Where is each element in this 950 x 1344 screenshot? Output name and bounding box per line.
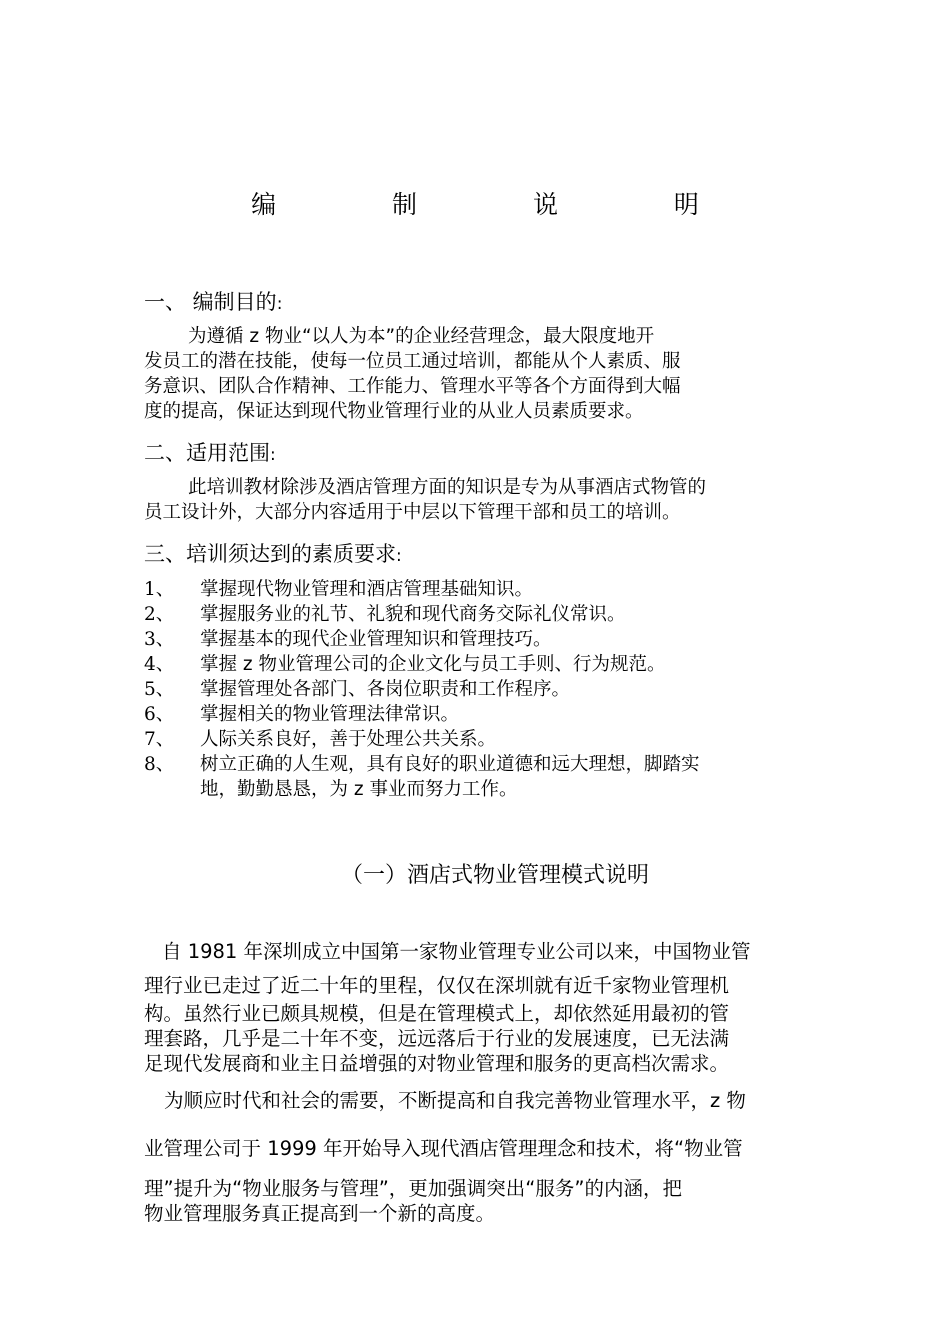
list-item-number: 5、 — [144, 679, 175, 700]
list-item-text: 掌握 z 物业管理公司的企业文化与员工手则、行为规范。 — [200, 654, 666, 675]
paragraph-2-line-3: 理”提升为“物业服务与管理”，更加强调突出“服务”的内涵，把 — [144, 1177, 683, 1200]
purpose-line-4: 度的提高，保证达到现代物业管理行业的从业人员素质要求。 — [144, 401, 644, 422]
list-item-number: 3、 — [144, 629, 175, 650]
list-item-number: 7、 — [144, 729, 175, 750]
section-heading-text: 一、 编制目的 — [144, 290, 277, 314]
list-item-number: 6、 — [144, 704, 175, 725]
paragraph-2-line-2: 业管理公司于 1999 年开始导入现代酒店管理理念和技术，将“物业管 — [144, 1137, 743, 1160]
paragraph-1-line-5: 足现代发展商和业主日益增强的对物业管理和服务的更高档次需求。 — [144, 1052, 730, 1075]
purpose-line-1: 为遵循 z 物业“以人为本”的企业经营理念，最大限度地开 — [188, 326, 655, 347]
paragraph-2-line-1: 为顺应时代和社会的需要，不断提高和自我完善物业管理水平，z 物 — [164, 1089, 746, 1112]
section-subtitle: （一）酒店式物业管理模式说明 — [340, 863, 649, 888]
scope-line-1: 此培训教材除涉及酒店管理方面的知识是专为从事酒店式物管的 — [188, 477, 707, 498]
section-heading-scope — [144, 437, 276, 467]
heading-colon: : — [396, 546, 402, 566]
list-item-number: 4、 — [144, 654, 175, 675]
list-item-text: 掌握管理处各部门、各岗位职责和工作程序。 — [200, 679, 571, 700]
section-heading-purpose — [144, 286, 282, 316]
paragraph-1-line-4: 理套路，几乎是二十年不变，远远落后于行业的发展速度，已无法满 — [144, 1027, 730, 1050]
section-heading-text: 二、适用范围 — [144, 441, 270, 465]
page-title: 编 制 说 明 — [251, 190, 753, 219]
purpose-line-2: 发员工的潜在技能，使每一位员工通过培训，都能从个人素质、服 — [144, 351, 681, 372]
list-item-number: 8、 — [144, 754, 175, 775]
paragraph-1-line-1: 自 1981 年深圳成立中国第一家物业管理专业公司以来，中国物业管 — [162, 940, 751, 963]
heading-colon: : — [276, 294, 283, 314]
purpose-line-3: 务意识、团队合作精神、工作能力、管理水平等各个方面得到大幅 — [144, 376, 681, 397]
paragraph-1-line-2: 理行业已走过了近二十年的里程，仅仅在深圳就有近千家物业管理机 — [144, 974, 730, 997]
list-item-text: 掌握现代物业管理和酒店管理基础知识。 — [200, 579, 534, 600]
list-item-text: 人际关系良好，善于处理公共关系。 — [200, 729, 497, 750]
section-heading-text: 三、培训须达到的素质要求 — [144, 542, 396, 566]
section-heading-requirements — [144, 538, 402, 568]
heading-colon: : — [270, 445, 276, 465]
list-item-number: 1、 — [144, 579, 175, 600]
list-item-number: 2、 — [144, 604, 175, 625]
scope-line-2: 员工设计外，大部分内容适用于中层以下管理干部和员工的培训。 — [144, 502, 681, 523]
paragraph-2-line-4: 物业管理服务真正提高到一个新的高度。 — [144, 1202, 496, 1225]
list-item-text: 树立正确的人生观，具有良好的职业道德和远大理想，脚踏实 — [200, 754, 700, 775]
list-item-text: 掌握相关的物业管理法律常识。 — [200, 704, 460, 725]
list-item-text: 掌握服务业的礼节、礼貌和现代商务交际礼仪常识。 — [200, 604, 626, 625]
paragraph-1-line-3: 构。虽然行业已颇具规模，但是在管理模式上，却依然延用最初的管 — [144, 1002, 730, 1025]
list-item-text: 掌握基本的现代企业管理知识和管理技巧。 — [200, 629, 552, 650]
list-item-continuation: 地，勤勤恳恳，为 z 事业而努力工作。 — [200, 779, 518, 800]
